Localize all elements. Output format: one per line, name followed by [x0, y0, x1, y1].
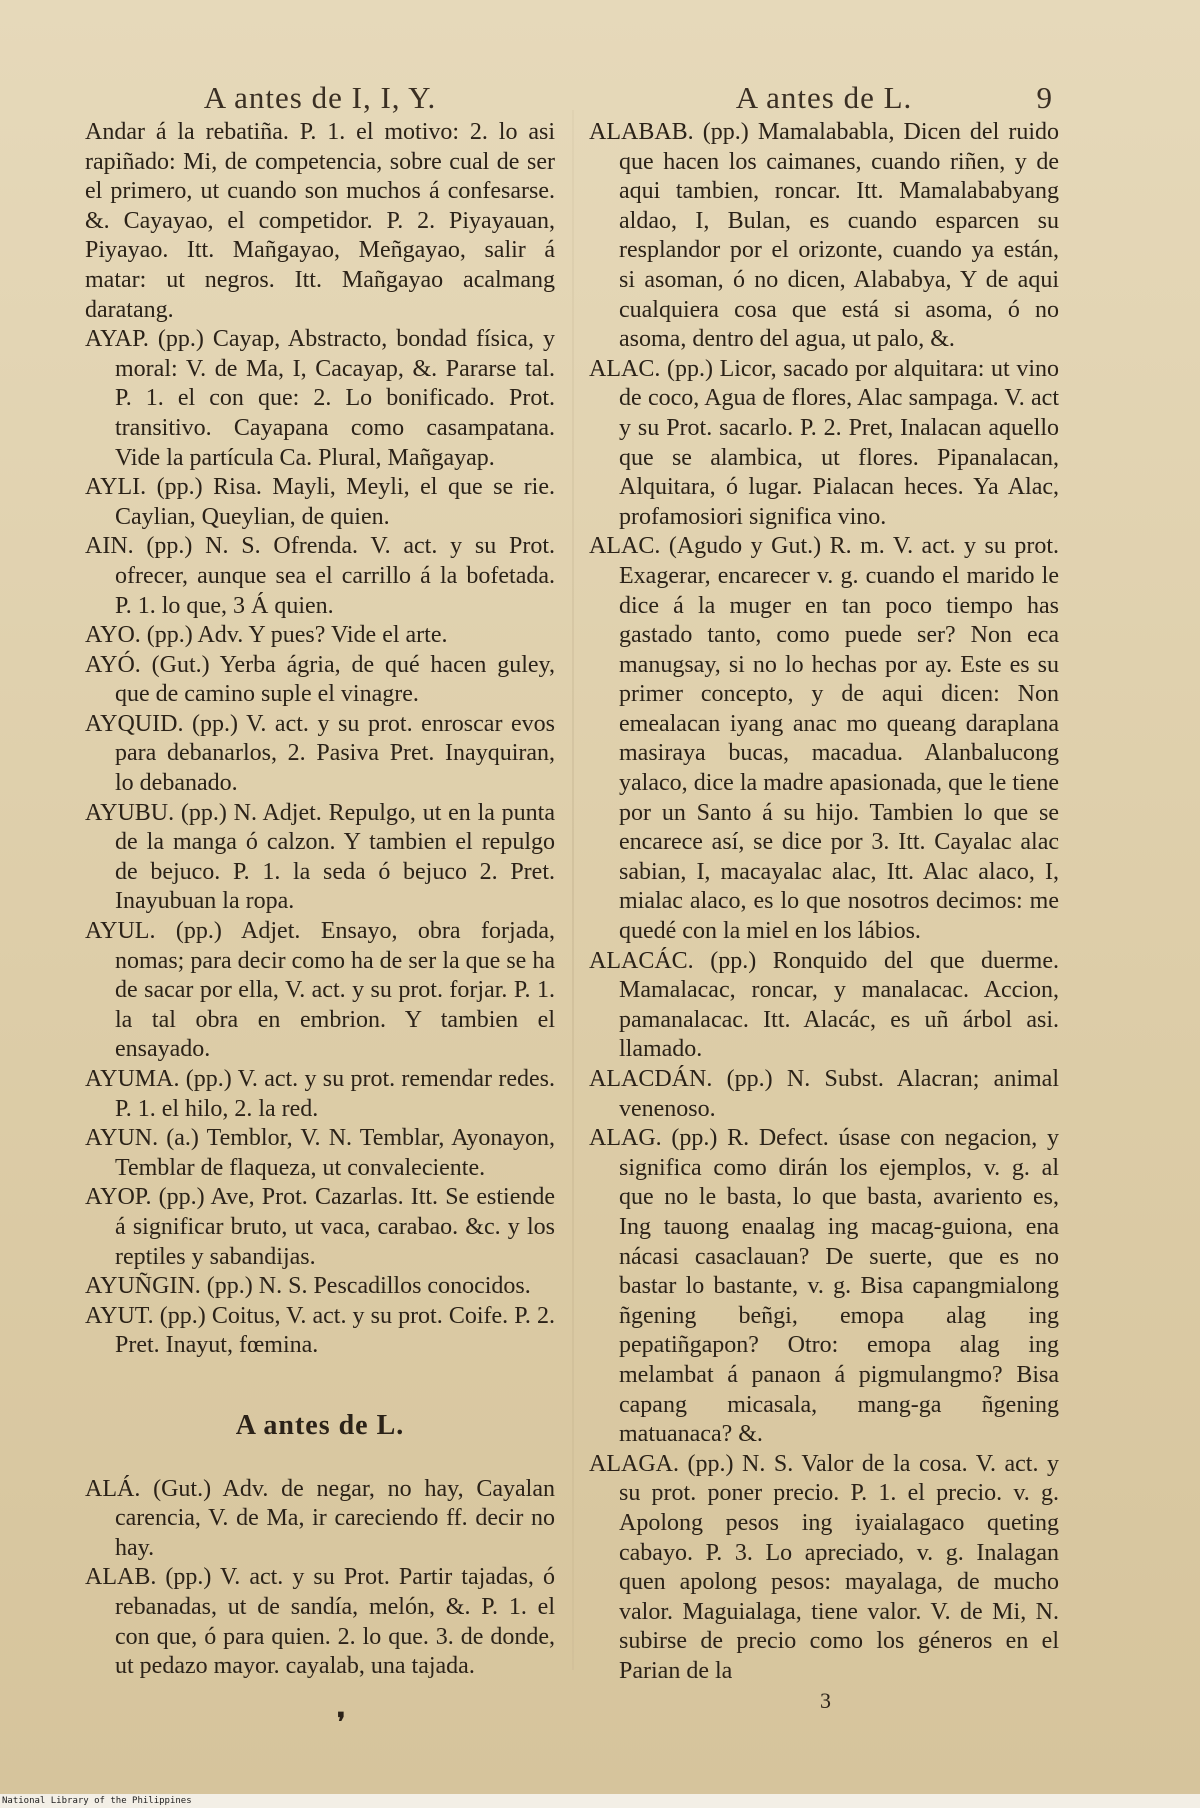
dictionary-entry: ALACDÁN. (pp.) N. Subst. Alacran; animal venenoso. — [589, 1066, 1059, 1122]
dictionary-entry: ALAGA. (pp.) N. S. Valor de la cosa. V. act. y su prot. poner precio. P. 1. el precio. v. g. Apolong pesos ing iyaialagaco queting cabayo. P. 3. Lo apreciado, v. g. Inalagan quen apolong pesos: mayalaga, de mucho valor. Maguialaga, tiene valor. V. de Mi, N. subirse de precio como los géneros en el Parian de la — [589, 1450, 1059, 1684]
dictionary-entry: AYLI. (pp.) Risa. Mayli, Meyli, el que se rie. Caylian, Queylian, de quien. — [85, 474, 555, 530]
right-running-head — [589, 78, 1059, 118]
right-running-head-text: A antes de L. — [735, 80, 913, 115]
dictionary-entry: ALACÁC. (pp.) Ronquido del que duerme. Mamalacac, roncar, y manalacac. Accion, pamanalacac. Itt. Alacác, es uñ árbol asi. llamado. — [589, 947, 1059, 1063]
dictionary-entry: AYOP. (pp.) Ave, Prot. Cazarlas. Itt. Se estiende á significar bruto, ut vaca, carabao. &c. y los reptiles y sabandijas. — [85, 1184, 555, 1270]
continuation-text: Andar á la rebatiña. P. 1. el motivo: 2. lo asi rapiñado: Mi, de competencia, sobre cual de ser el primero, ut cuando son muchos á confesarse. &. Cayayao, el competidor. P. 2. Piyayauan, Piyayao. Itt. Mañgayao, Meñgayao, salir á matar: ut negros. Itt. Mañgayao acalmang daratang. — [85, 119, 555, 323]
dictionary-entry: AYUN. (a.) Temblor, V. N. Temblar, Ayonayon, Temblar de flaqueza, ut convaleciente. — [85, 1125, 555, 1181]
dictionary-entry: AIN. (pp.) N. S. Ofrenda. V. act. y su Prot. ofrecer, aunque sea el carrillo á la bofetada. P. 1. lo que, 3 Á quien. — [85, 533, 555, 619]
signature-mark: 3 — [820, 1688, 831, 1713]
dictionary-entry: AYUÑGIN. (pp.) N. S. Pescadillos conocidos. — [85, 1273, 531, 1300]
dictionary-entry: AYUL. (pp.) Adjet. Ensayo, obra forjada, nomas; para decir como ha de ser la que se ha de sacar por ella, V. act. y su prot. forjar. P. 1. la tal obra en embrion. Y tambien el ensayado. — [85, 918, 555, 1063]
right-entries — [589, 118, 1059, 1686]
library-footer: National Library of the Philippines — [0, 1794, 1200, 1808]
dictionary-entry: ALÁ. (Gut.) Adv. de negar, no hay, Cayalan carencia, V. de Ma, ir careciendo ff. decir no hay. — [85, 1475, 555, 1561]
left-column — [85, 78, 555, 1682]
dictionary-entry: ALAC. (Agudo y Gut.) R. m. V. act. y su prot. Exagerar, encarecer v. g. cuando el marido le dice á la muger en tan poco tiempo has gastado tanto, como puede ser? Non eca manugsay, si no lo hechas por ay. Este es su primer concepto, y de aqui dicen: Non emealacan iyang anac mo queang daraplana masiraya bucas, macadua. Alanbalucong yalaco, dice la madre apasionada, que le tiene por un Santo á su hijo. Tambien lo que se encarece así, se dice por 3. Itt. Cayalac alac sabian, I, macayalac alac, Itt. Alac alaco, I, mialac alaco, es lo que nosotros decimos: me quedé con la miel en los lábios. — [589, 533, 1059, 945]
page-number: 9 — [1036, 80, 1053, 115]
dictionary-entry: ALAC. (pp.) Licor, sacado por alquitara: ut vino de coco, Agua de flores, Alac sampaga. V. act y su Prot. sacarlo. P. 2. Pret, Inalacan aquello que se alambica, ut flores. Pipanalacan, Alquitara, ó lugar. Pialacan heces. Ya Alac, profamosiori significa vino. — [589, 355, 1059, 530]
bottom-mark: ❜ — [337, 1708, 346, 1737]
dictionary-entry: AYO. (pp.) Adv. Y pues? Vide el arte. — [85, 622, 448, 649]
left-section-entries — [85, 1475, 555, 1682]
page-gutter — [572, 110, 574, 1670]
dictionary-entry: AYÓ. (Gut.) Yerba ágria, de qué hacen guley, que de camino suple el vinagre. — [85, 651, 555, 708]
left-running-head: A antes de I, I, Y. — [203, 80, 437, 115]
dictionary-entry: ALAB. (pp.) V. act. y su Prot. Partir tajadas, ó rebanadas, ut de sandía, melón, &. P. 1. el con que, ó para quien. 2. lo que. 3. de donde, ut pedazo mayor. cayalab, una tajada. — [85, 1564, 555, 1680]
dictionary-entry: AYUMA. (pp.) V. act. y su prot. remendar redes. P. 1. el hilo, 2. la red. — [85, 1066, 555, 1122]
right-column — [589, 78, 1059, 1686]
dictionary-entry: ALAG. (pp.) R. Defect. úsase con negacion, y significa como dirán los ejemplos, v. g. al que no le basta, lo que basta, avariento es, Ing tauong enaalag ing macag-guiona, ena nácasi casaclauan? De suerte, que es no bastar lo bastante, v. g. Bisa capangmialong ñgening beñgi, emopa alag ing pepatiñgapon? Otro: emopa alag ing melambat á panaon á pigmulangmo? Bisa capang micasala, mang-ga ñgening matuanaca? &. — [589, 1125, 1059, 1448]
dictionary-entry: AYUT. (pp.) Coitus, V. act. y su prot. Coife. P. 2. Pret. Inayut, fœmina. — [85, 1302, 555, 1359]
dictionary-entry: AYQUID. (pp.) V. act. y su prot. enroscar evos para debanarlos, 2. Pasiva Pret. Inayquiran, lo debanado. — [85, 710, 555, 797]
left-entries — [85, 325, 555, 1361]
dictionary-entry: ALABAB. (pp.) Mamalababla, Dicen del ruido que hacen los caimanes, cuando riñen, y de aqui tambien, roncar. Itt. Mamalababyang aldao, I, Bulan, es cuando esparcen su resplandor por el orizonte, cuando ya están, si asoman, ó no dicen, Alababya, Y de aqui cualquiera cosa que está si asoma, ó no asoma, dentro del agua, ut palo, &. — [589, 119, 1059, 353]
section-heading: A antes de L. — [235, 1409, 405, 1441]
dictionary-entry: AYUBU. (pp.) N. Adjet. Repulgo, ut en la punta de la manga ó calzon. Y tambien el repulgo de bejuco. P. 1. la seda ó bejuco 2. Pret. Inayubuan la ropa. — [85, 799, 555, 915]
dictionary-entry: AYAP. (pp.) Cayap, Abstracto, bondad física, y moral: V. de Ma, I, Cacayap, &. Pararse tal. P. 1. el con que: 2. Lo bonificado. Prot. transitivo. Cayapana como casampatana. Vide la partícula Ca. Plural, Mañgayap. — [85, 326, 555, 471]
